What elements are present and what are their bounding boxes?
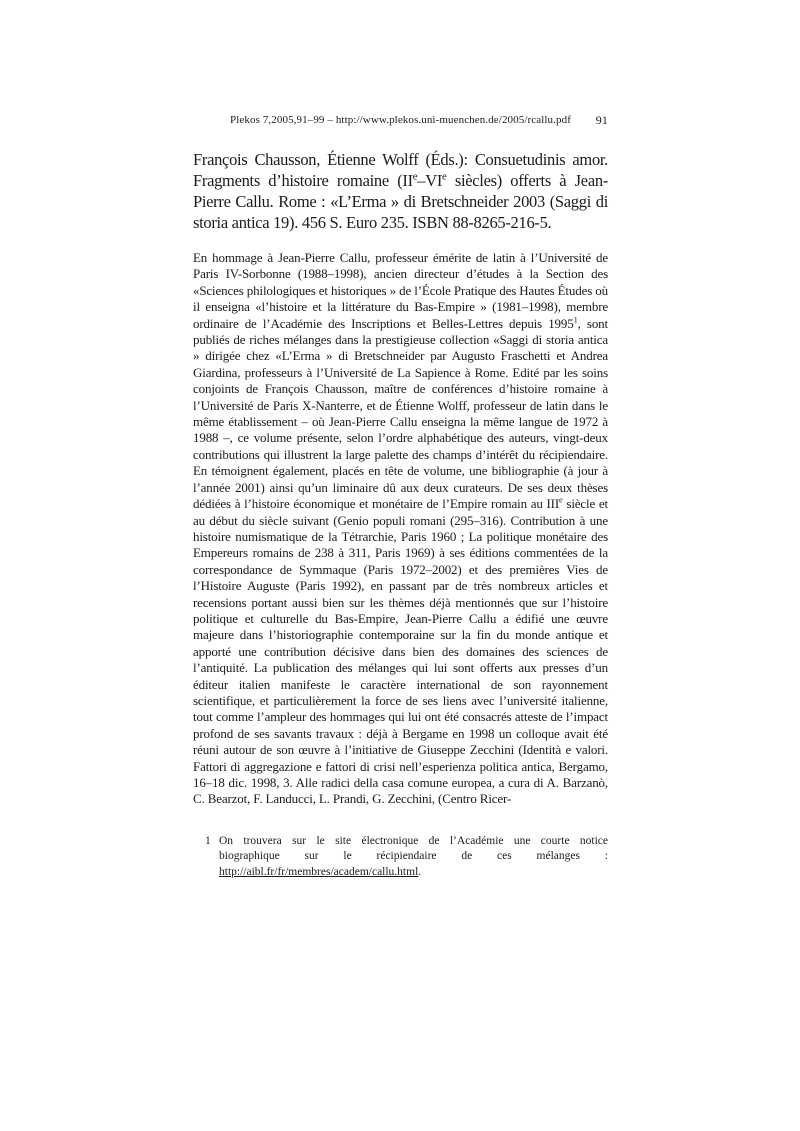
superscript-marker: 1: [573, 314, 578, 325]
footnote: [193, 834, 608, 881]
footnote-url-link[interactable]: http://aibl.fr/fr/membres/academ/callu.html: [219, 865, 419, 878]
superscript-marker: e: [412, 170, 418, 183]
text-run: , sont publiés de riches mélanges dans la prestigieuse collection «Saggi di storia antica » dirigée chez «L’Erma » di Bretschneider par Augusto Fraschetti et Andrea Giardina, professeurs à l’Université de La Sapience à Rome. Edité par les soins conjoints de François Chausson, maître de conférences d’histoire romaine à l’Université de Paris X-Nanterre, et de Étienne Wolff, professeur de latin dans le même établissement – où Jean-Pierre Callu enseigna la même langue de 1972 à 1988 –, ce volume présente, selon l’ordre alphabétique des auteurs, vingt-deux contributions qui illustrent la large palette des champs d’intérêt du récipiendaire. En témoignent également, placés en tête de volume, une bibliographie (à jour à l’année 2001) ainsi qu’un liminaire dû aux deux curateurs. De ses deux thèses dédiées à l’histoire économique et monétaire de l’Empire romain au III: [193, 315, 608, 512]
text-run: –VI: [417, 171, 443, 190]
text-run: On trouvera sur le site électronique de l’Académie une courte notice biographique sur le récipiendaire de ces mélanges :: [219, 834, 608, 863]
text-run: En hommage à Jean-Pierre Callu, professeur émérite de latin à l’Université de Paris IV-Sorbonne (1988–1998), ancien directeur d’études à la Section des «Sciences philologiques et historiques » de l’École Pratique des Hautes Études où il enseigna «l’histoire et la littérature du Bas-Empire » (1981–1998), membre ordinaire de l’Académie des Inscriptions et Belles-Lettres depuis 1995: [193, 250, 608, 331]
text-run: siècles) offerts à Jean-Pierre Callu. Rome : «L’Erma » di Bretschneider 2003 (Saggi di storia antica 19). 456 S. Euro 235. ISBN 88-8265-216-5.: [193, 171, 608, 232]
review-body-paragraph: [193, 250, 608, 808]
review-content: [193, 149, 608, 880]
text-run: .: [418, 865, 422, 878]
running-head-text: Plekos 7,2005,91–99 – http://www.plekos.uni-muenchen.de/2005/rcallu.pdf: [230, 114, 571, 126]
review-title: [193, 149, 608, 233]
text-run: François Chausson, Étienne Wolff (Éds.): Consuetudinis amor. Fragments d’histoire romaine (II: [193, 150, 608, 190]
footnote-text: [219, 834, 608, 881]
page-number: 91: [595, 113, 608, 127]
text-run: siècle et au début du siècle suivant (Genio populi romani (295–316). Contribution à une histoire numismatique de la Tétrarchie, Paris 1960 ; La politique monétaire des Empereurs romains de 238 à 311, Paris 1969) à ses éditions commentées de la correspondance de Symmaque (Paris 1972–2002) et des premières Vies de l’Histoire Auguste (Paris 1992), en passant par de très nombreux articles et recensions portant aussi bien sur les thèmes déjà mentionnés que sur l’histoire politique et culturelle du Bas-Empire, Jean-Pierre Callu a édifié une œuvre majeure dans l’historiographie contemporaine sur la fin du monde antique et apporté une contribution décisive dans bien des domaines des sciences de l’antiquité. La publication des mélanges qui lui sont offerts aux presses d’un éditeur italien manifeste le caractère international de son rayonnement scientifique, et particulièrement la force de ses liens avec l’université italienne, tout comme l’ampleur des hommages qui lui ont été consacrés atteste de l’impact profond de ses savants travaux : déjà à Bergame en 1998 un colloque avait été réuni autour de son œuvre à l’initiative de Giuseppe Zecchini (Identità e valori. Fattori di aggregazione e fattori di crisi nell’esperienza politica antica, Bergamo, 16–18 dic. 1998, 3. Alle radici della casa comune europea, a cura di A. Barzanò, C. Bearzot, F. Landucci, L. Prandi, G. Zecchini, (Centro Ricer-: [193, 496, 608, 807]
footnote-number: 1: [205, 834, 211, 847]
superscript-marker: e: [559, 494, 563, 505]
superscript-marker: e: [442, 170, 447, 183]
running-header: [193, 114, 608, 126]
